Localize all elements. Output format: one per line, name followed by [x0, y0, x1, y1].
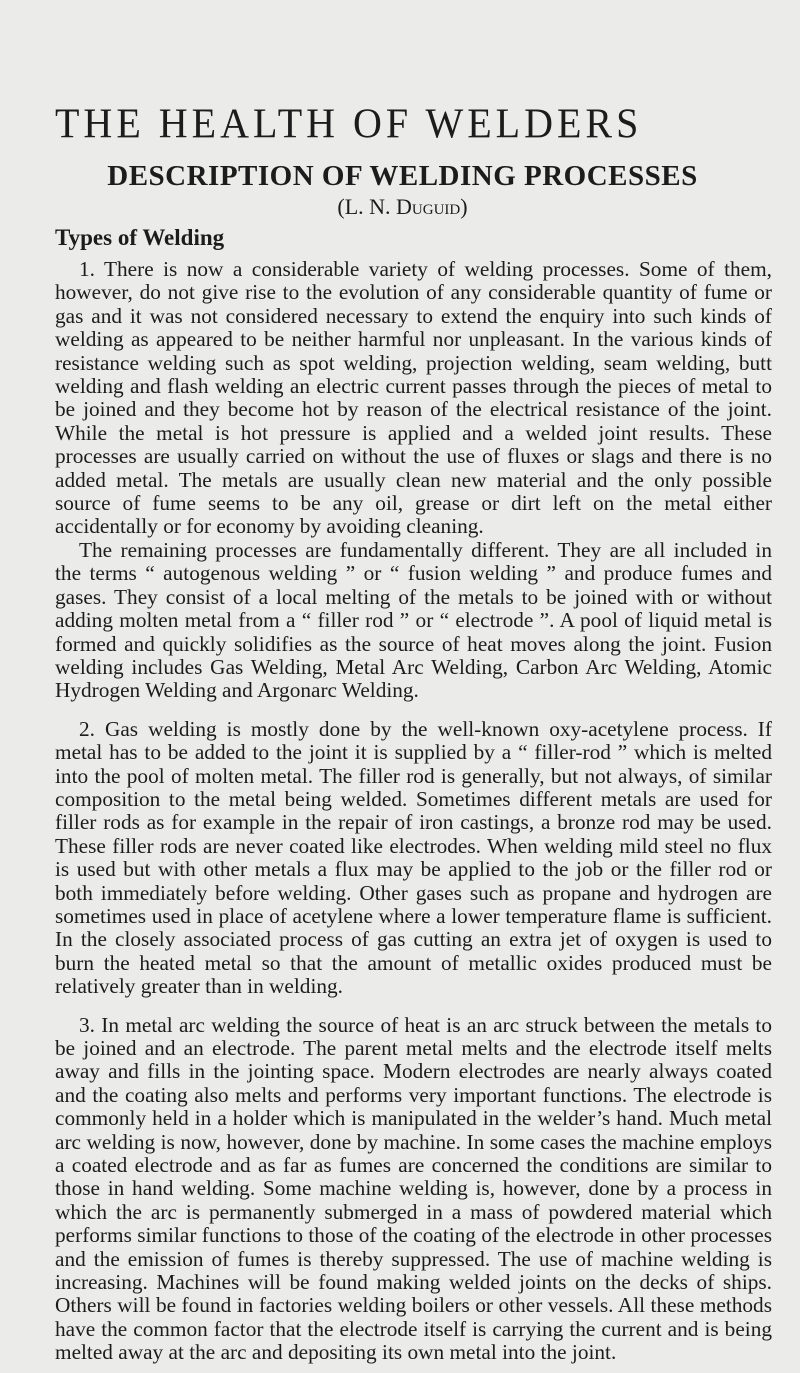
author-prefix: (L. N.: [337, 194, 397, 219]
paragraph-2: The remaining processes are fundamentally different. They are all included in the terms “ autogenous welding ” or “ fusion welding ” and produce fumes and gases. They consist of a local melting of the metals to be joined with or without adding molten metal from a “ filler rod ” or “ electrode ”. A pool of liquid metal is formed and quickly solidifies as the source of heat moves along the joint. Fusion welding includes Gas Welding, Metal Arc Welding, Carbon Arc Welding, Atomic Hydrogen Welding and Argonarc Welding.: [55, 537, 772, 703]
author-line: [70, 194, 735, 220]
paragraph-3: 2. Gas welding is mostly done by the well-known oxy-acetylene process. If metal has to be added to the joint it is supplied by a “ filler-rod ” which is melted into the pool of molten metal. The filler rod is generally, but not always, of similar composition to the metal being welded. Sometimes different metals are used for filler rods as for example in the repair of iron castings, a bronze rod may be used. These filler rods are never coated like electrodes. When welding mild steel no flux is used but with other metals a flux may be applied to the job or the filler rod or both immediately before welding. Other gases such as propane and hydrogen are sometimes used in place of acetylene where a lower temperature flame is sufficient. In the closely associated process of gas cutting an extra jet of oxygen is used to burn the heated metal so that the amount of metallic oxides produced must be relatively greater than in welding.: [55, 716, 772, 999]
author-suffix: ): [460, 194, 468, 219]
running-title: THE HEALTH OF WELDERS: [55, 99, 643, 148]
article-title: DESCRIPTION OF WELDING PROCESSES: [107, 160, 698, 192]
author-name: Duguid: [396, 194, 461, 219]
paragraph-4: 3. In metal arc welding the source of heat is an arc struck between the metals to be joined and an electrode. The parent metal melts and the electrode itself melts away and fills in the jointing space. Modern electrodes are nearly always coated and the coating also melts and performs very important functions. The electrode is commonly held in a holder which is manipulated in the welder’s hand. Much metal arc welding is now, however, done by machine. In some cases the machine employs a coated electrode and as far as fumes are concerned the conditions are similar to those in hand welding. Some machine welding is, however, done by a process in which the arc is permanently submerged in a mass of powdered material which performs similar functions to those of the coating of the electrode in other processes and the emission of fumes is thereby suppressed. The use of machine welding is increasing. Machines will be found making welded joints on the decks of ships. Others will be found in factories welding boilers or other vessels. All these methods have the common factor that the electrode itself is carrying the current and is being melted away at the arc and depositing its own metal into the joint.: [55, 1012, 772, 1365]
body-text: [55, 258, 772, 1365]
section-heading: Types of Welding: [55, 225, 225, 250]
paragraph-1: 1. There is now a considerable variety of welding processes. Some of them, however, do not give rise to the evolution of any considerable quantity of fume or gas and it was not considered necessary to extend the enquiry into such kinds of welding as appeared to be neither harmful nor unpleasant. In the various kinds of resistance welding such as spot welding, projection welding, seam welding, butt welding and flash welding an electric current passes through the pieces of metal to be joined and they become hot by reason of the electrical resistance of the joint. While the metal is hot pressure is applied and a welded joint results. These processes are usually carried on without the use of fluxes or slags and there is no added metal. The metals are usually clean new material and the only possible source of fume seems to be any oil, grease or dirt left on the metal either accidentally or for economy by avoiding cleaning.: [55, 257, 772, 539]
